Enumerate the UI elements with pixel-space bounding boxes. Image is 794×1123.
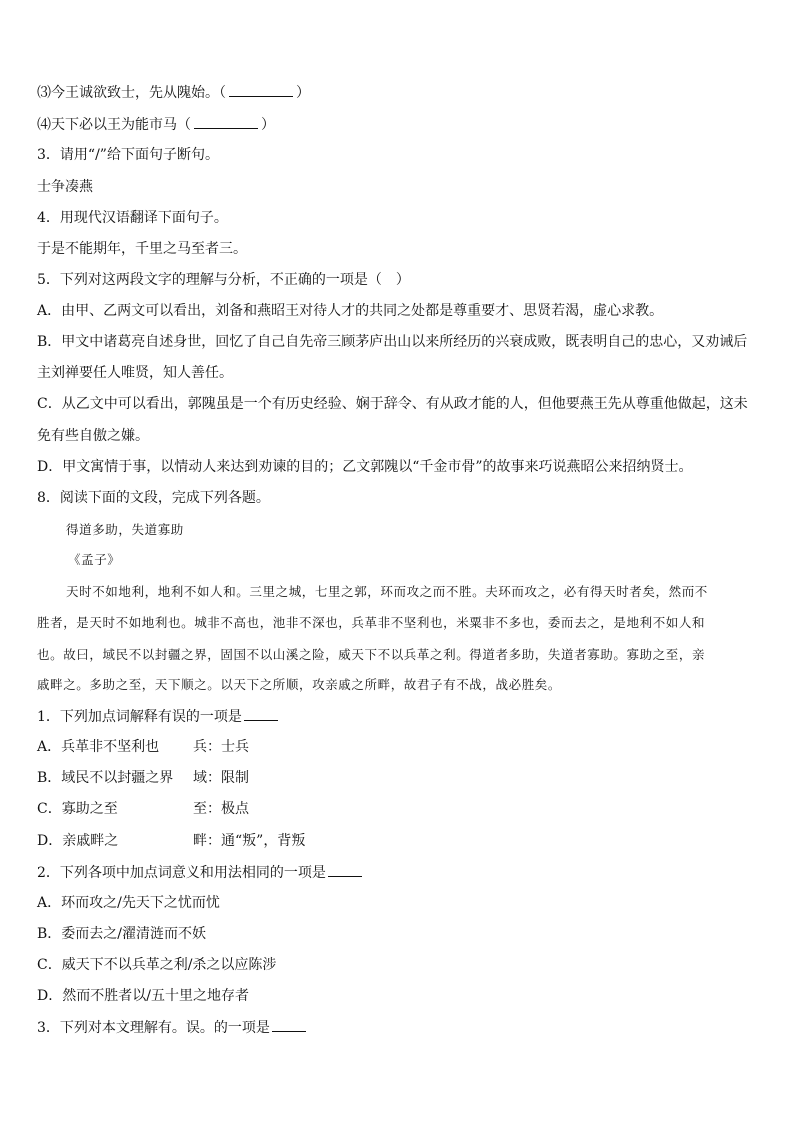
sub-question-1-option-a[interactable] <box>37 738 249 756</box>
question-5-option-c-cont: 免有些自傲之嫌。 <box>37 428 149 444</box>
question-5-option-a[interactable]: A．由甲、乙两文可以看出，刘备和燕昭王对待人才的共同之处都是尊重要才、思贤若渴，虚心求教。 <box>37 303 664 319</box>
question-4-sentence: 于是不能期年，千里之马至者三。 <box>37 241 247 257</box>
sub-question-2-option-a[interactable]: A．环而攻之/先天下之忧而忧 <box>37 895 220 911</box>
question-5-option-c[interactable]: C．从乙文中可以看出，郭隗虽是一个有历史经验、娴于辞令、有从政才能的人，但他要燕王先从尊重他做起，这未 <box>37 396 748 412</box>
answer-blank[interactable] <box>328 863 362 877</box>
sub-question-1-option-c[interactable] <box>37 800 249 818</box>
option-a-gloss: 兵：士兵 <box>193 739 249 755</box>
question-5-prompt: 5．下列对这两段文字的理解与分析，不正确的一项是（ ） <box>37 272 410 288</box>
sub-question-2-option-c[interactable]: C．威天下不以兵革之利/杀之以应陈涉 <box>37 957 277 973</box>
option-c-phrase: C．寡助之至 <box>37 801 118 817</box>
option-d-gloss: 畔：通“叛”，背叛 <box>193 833 306 849</box>
passage-author: 《孟子》 <box>68 552 121 567</box>
sub-question-3 <box>37 1018 306 1037</box>
answer-blank[interactable] <box>229 83 293 97</box>
option-b-phrase: B．域民不以封疆之界 <box>37 770 174 786</box>
question-5-option-d[interactable]: D．甲文寓情于事，以情动人来达到劝谏的目的；乙文郭隗以“千金市骨”的故事来巧说燕昭公来招纳贤士。 <box>37 459 693 475</box>
question-3-prompt: 3．请用“/”给下面句子断句。 <box>37 147 219 163</box>
question-3-sentence: 士争凑燕 <box>37 179 93 195</box>
subquestion-3 <box>37 83 310 102</box>
option-d-phrase: D．亲戚畔之 <box>37 833 119 849</box>
question-5-option-b-cont: 主刘禅要任人唯贤，知人善任。 <box>37 365 233 381</box>
sub-question-2 <box>37 863 362 882</box>
answer-blank[interactable] <box>272 1018 306 1032</box>
sub-question-1 <box>37 707 278 726</box>
sub-question-1-option-d[interactable] <box>37 832 305 850</box>
passage-line-4: 戚畔之。多助之至，天下顺之。以天下之所顺，攻亲戚之所畔，故君子有不战，战必胜矣。 <box>37 677 562 692</box>
sub-question-2-text: 2．下列各项中加点词意义和用法相同的一项是 <box>37 865 326 881</box>
paren-close: ） <box>261 117 275 133</box>
answer-blank[interactable] <box>244 707 278 721</box>
subquestion-4 <box>37 115 275 134</box>
passage-title: 得道多助，失道寡助 <box>66 522 184 537</box>
passage-line-3: 也。故曰，域民不以封疆之界，固国不以山溪之险，威天下不以兵革之利。得道者多助，失道者寡助。寡助之至，亲 <box>37 647 706 662</box>
subquestion-4-text: ⑷天下必以王为能市马（ <box>37 117 191 133</box>
option-c-gloss: 至：极点 <box>193 801 249 817</box>
paren-close: ） <box>296 85 310 101</box>
sub-question-1-option-b[interactable] <box>37 769 249 787</box>
question-5-option-b[interactable]: B．甲文中诸葛亮自述身世，回忆了自己自先帝三顾茅庐出山以来所经历的兴衰成败，既表明自己的忠心，又劝诫后 <box>37 334 748 350</box>
sub-question-3-text: 3．下列对本文理解有。误。的一项是 <box>37 1020 270 1036</box>
sub-question-2-option-b[interactable]: B．委而去之/濯清涟而不妖 <box>37 926 207 942</box>
question-4-prompt: 4．用现代汉语翻译下面句子。 <box>37 210 228 226</box>
sub-question-1-text: 1．下列加点词解释有误的一项是 <box>37 709 242 725</box>
passage-line-2: 胜者，是天时不如地利也。城非不高也，池非不深也，兵革非不坚利也，米粟非不多也，委而去之，是地利不如人和 <box>37 615 706 630</box>
option-a-phrase: A．兵革非不坚利也 <box>37 739 160 755</box>
question-8-prompt: 8．阅读下面的文段，完成下列各题。 <box>37 490 270 506</box>
option-b-gloss: 域：限制 <box>193 770 249 786</box>
answer-blank[interactable] <box>194 115 258 129</box>
subquestion-3-text: ⑶今王诚欲致士，先从隗始。（ <box>37 85 226 101</box>
passage-line-1: 天时不如地利，地利不如人和。三里之城，七里之郭，环而攻之而不胜。夫环而攻之，必有得天时者矣，然而不 <box>66 584 708 599</box>
sub-question-2-option-d[interactable]: D．然而不胜者以/五十里之地存者 <box>37 988 249 1004</box>
